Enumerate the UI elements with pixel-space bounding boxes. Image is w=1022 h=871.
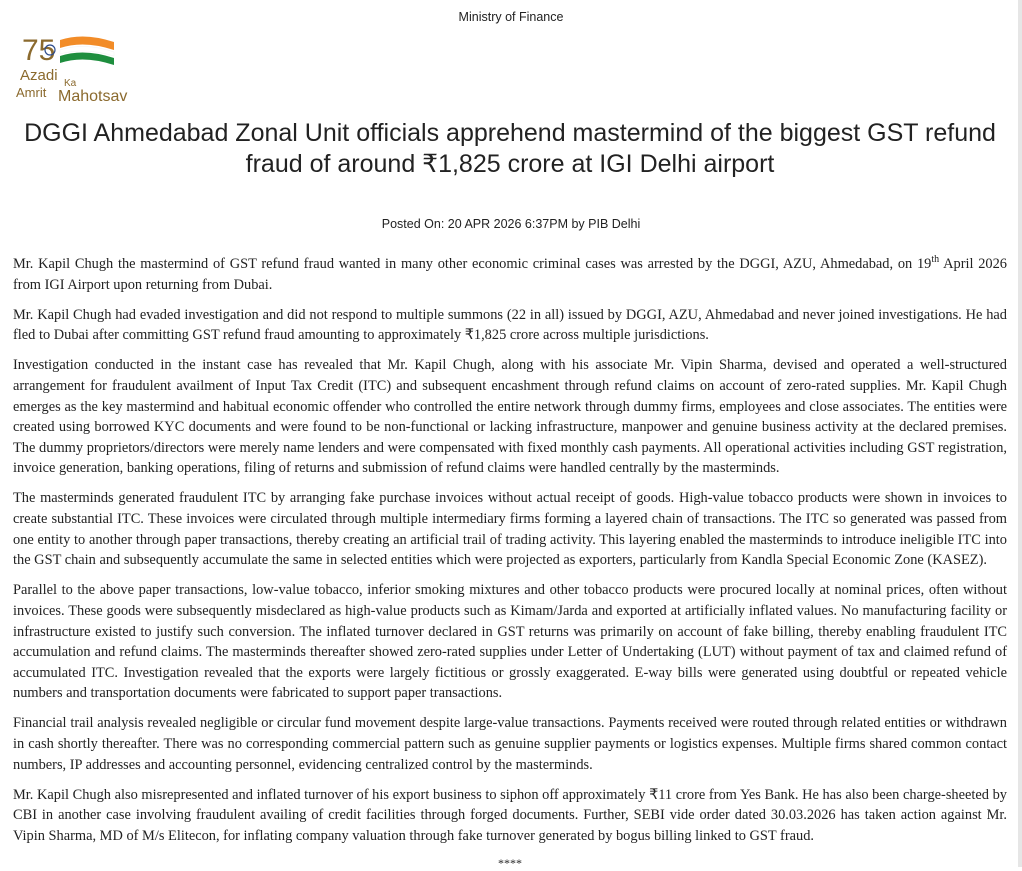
posted-on: Posted On: 20 APR 2026 6:37PM by PIB Delhi (381, 217, 641, 231)
paragraph-financial-trail: Financial trail analysis revealed negligible or circular fund movement despite large-value transactions. Payments received were routed through related entities or withdrawn in cash shortly thereafter. There was no corresponding commercial pattern such as genuine supplier payments or logistics expenses. Multiple firms shared common contact numbers, IP addresses and accounting personnel, evidencing centralized control by the masterminds. (13, 715, 1007, 773)
end-marker: **** (498, 855, 522, 870)
paragraph-arrest-text-b: April 2026 from IGI Airport upon returning from Dubai. (13, 256, 1008, 293)
paragraph-arrest-text-a: Mr. Kapil Chugh the mastermind of GST refund fraud wanted in many other economic criminal cases was arrested by the DGGI, AZU, Ahmedabad, on 19 (13, 256, 932, 272)
paragraph-arrest (13, 254, 1007, 295)
flag-green-stripe (60, 52, 114, 65)
window-edge (1018, 0, 1022, 867)
paragraph-exports: Parallel to the above paper transactions, low-value tobacco, inferior smoking mixtures and other tobacco products were procured locally at nominal prices, often without invoices. These goods were subsequently misdeclared as high-value products such as Kimam/Jarda and exported at artificially inflated values. No manufacturing facility or infrastructure existed to justify such conversion. The inflated turnover declared in GST returns was primarily on account of fake billing, thereby enabling fraudulent ITC accumulation and refund claims. The masterminds thereafter showed zero-rated supplies under Letter of Undertaking (LUT) without payment of tax and claimed refund of accumulated ITC. Investigation revealed that the exports were largely fictitious or grossly exaggerated. E-way bills were generated using doubtful or repeated vehicle numbers and transportation documents were fabricated to support paper transactions. (13, 582, 1007, 702)
logo-amrit-text: Amrit (16, 85, 47, 100)
logo-mahotsav-text: Mahotsav (58, 88, 128, 105)
ministry-name: Ministry of Finance (458, 10, 564, 24)
page-title: DGGI Ahmedabad Zonal Unit officials apprehend mastermind of the biggest GST refund fraud of around ₹1,825 crore at IGI Delhi airport (24, 119, 996, 178)
paragraph-bank-fraud: Mr. Kapil Chugh also misrepresented and inflated turnover of his export business to siphon off approximately ₹11 crore from Yes Bank. He has also been charge-sheeted by CBI in another case involving fraudulent availing of credit facilities through forged documents. Further, SEBI vide order dated 30.03.2026 has taken action against Mr. Vipin Sharma, MD of M/s Elitecon, for inflating company valuation through fake turnover generated by bogus billing linked to GST fraud. (13, 786, 1007, 844)
paragraph-evasion: Mr. Kapil Chugh had evaded investigation and did not respond to multiple summons (22 in all) issued by DGGI, AZU, Ahmedabad and never joined investigations. He had fled to Dubai after committing GST refund fraud amounting to approximately ₹1,825 crore across multiple jurisdictions. (13, 306, 1007, 344)
logo-azadi-text: Azadi (20, 67, 58, 84)
paragraph-investigation: Investigation conducted in the instant case has revealed that Mr. Kapil Chugh, along with his associate Mr. Vipin Sharma, devised and operated a well-structured arrangement for fraudulent availment of Input Tax Credit (ITC) and subsequent encashment through refund claims on account of zero-rated supplies. Mr. Kapil Chugh emerges as the key mastermind and habitual economic offender who controlled the entire network through dummy firms, employees and close associates. The entities were created using borrowed KYC documents and were found to be non-functional or lacking infrastructure, manpower and genuine business activity at the declared premises. The dummy proprietors/directors were merely name lenders and were compensated with fixed monthly cash payments. All operational activities including GST registration, invoice generation, banking operations, filing of returns and submission of refund claims were handled centrally by the masterminds. (13, 357, 1007, 477)
superscript-th: th (931, 254, 940, 266)
logo-ka-text: Ka (64, 78, 77, 89)
article-body (13, 254, 1007, 871)
logo-75-text: 75 (22, 34, 56, 67)
paragraph-modus-operandi: The masterminds generated fraudulent ITC by arranging fake purchase invoices without actual receipt of goods. High-value tobacco products were shown in invoices to create substantial ITC. These invoices were circulated through multiple intermediary firms forming a layered chain of transactions. The ITC so generated was passed from one entity to another through paper transactions, thereby creating an artificial trail of trading activity. This layering enabled the masterminds to introduce ineligible ITC into the GST chain and subsequently accumulate the same in selected entities which were projected as exporters, particularly from Kandla Special Economic Zone (KASEZ). (13, 490, 1007, 569)
azadi-ka-amrit-mahotsav-logo (14, 30, 154, 105)
